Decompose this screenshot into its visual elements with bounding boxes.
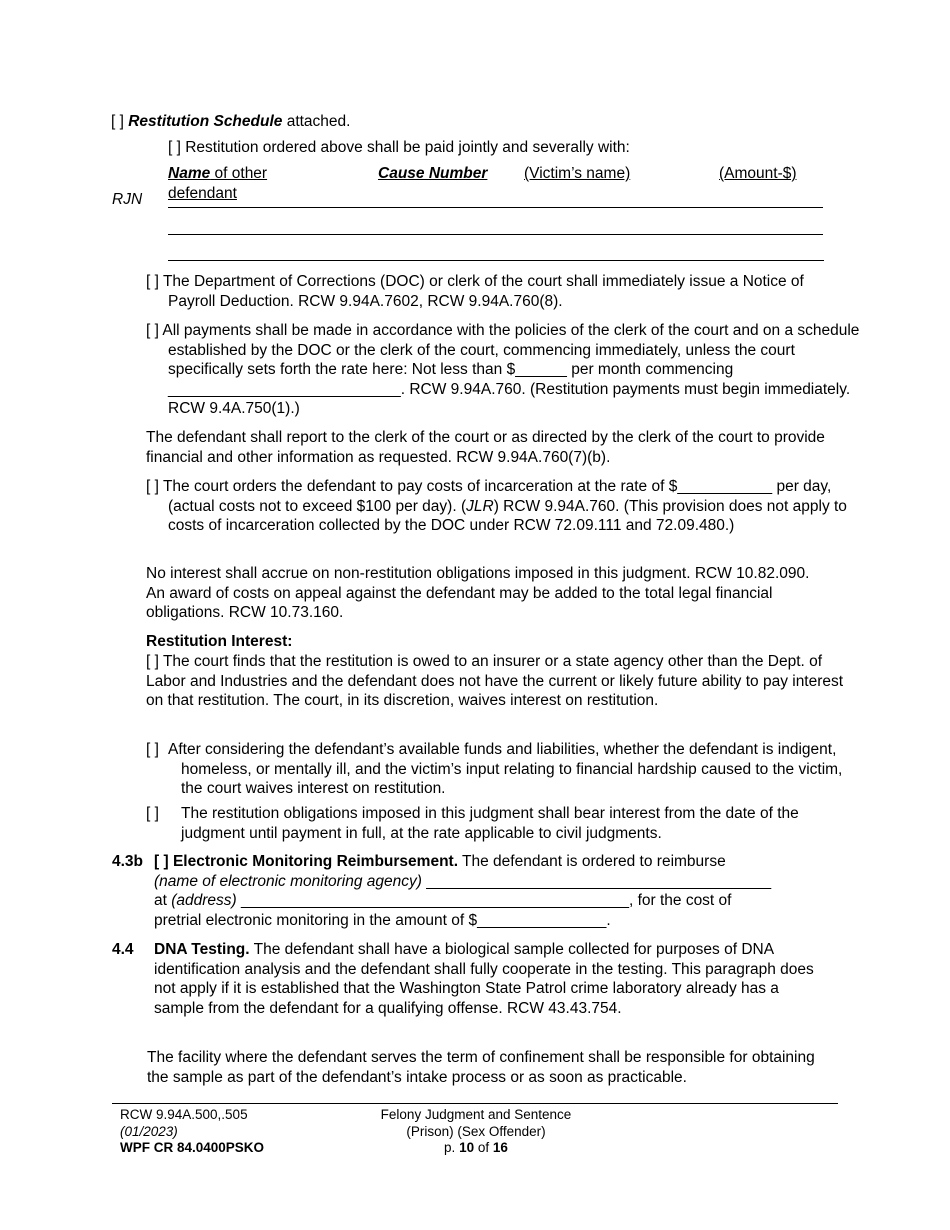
checkbox[interactable]: [ ] [146,273,159,290]
section-4-3b-number: 4.3b [112,853,144,870]
doc-payroll-text: The Department of Corrections (DOC) or clerk of the court shall immediately issue a Notice of Payroll Deduction. RCW 9.94A.7602, RCW 9.94A.760(8). [162,273,804,310]
footer-date: (01/2023) [120,1123,178,1139]
restitution-interest-option-3: The restitution obligations imposed in this judgment shall bear interest from the date of the judgment until payment in full, at the rate applicable to civil judgments. [181,805,799,842]
restitution-interest-option-1: [ ] The court finds that the restitution is owed to an insurer or a state agency other than the Dept. of Labor and Industries and the defendant does not have the current or likely future ability to pay interest on that restitution. The court, in its discretion, waives interest on restitution. [146,653,844,710]
restitution-interest-option-2 [168,740,846,799]
payments-paragraph [146,321,860,419]
footer-form: WPF CR 84.0400PSKO [120,1140,265,1155]
footer-title-1: Felony Judgment and Sentence [380,1107,572,1122]
page-prefix: p. [444,1140,456,1155]
section-4-3b-text2: , for the cost of [628,892,732,909]
col-header-cause: Cause Number [378,165,488,182]
jlr-text: JLR [466,497,494,515]
at-label: at [154,892,167,909]
agency-label: (name of electronic monitoring agency) [154,873,422,890]
section-4-3b-line4: pretrial electronic monitoring in the amount of $_______________. [154,912,611,929]
checkbox[interactable]: [ ] [154,853,169,870]
footer-rcw: RCW 9.94A.500,.505 [120,1107,248,1122]
footer-page [320,1140,632,1157]
page-total: 16 [492,1140,508,1155]
rjn-label: RJN [112,191,143,208]
footer-title-2: (Prison) (Sex Offender) [406,1123,546,1139]
section-4-3b-line2 [154,872,834,892]
fill-line-3[interactable] [168,260,824,261]
restitution-schedule-title: Restitution Schedule [128,113,283,130]
checkbox[interactable]: [ ] [146,322,159,339]
fill-line-1[interactable] [168,207,823,208]
restitution-schedule-line [111,112,350,132]
section-4-4-title: DNA Testing. [154,941,250,958]
col-header-amount: (Amount-$) [719,165,797,182]
col-header-victim: (Victim’s name) [524,165,631,182]
page-of: of [477,1140,490,1155]
no-interest-paragraph: No interest shall accrue on non-restitution obligations imposed in this judgment. RCW 10.82.090. An award of costs on appeal against the defendant may be added to the total legal financial obligations. RCW 10.73.160. [146,565,810,622]
agency-blank[interactable]: ________________________________________ [426,873,772,890]
section-4-4-paragraph [154,940,814,1018]
footer-center [320,1107,632,1157]
section-4-3b-text1: The defendant is ordered to reimburse [462,853,726,870]
page-number: 10 [459,1140,475,1155]
section-4-3b-line3 [154,891,834,911]
section-4-3b-line1 [154,852,834,872]
incarceration-text-a: The court orders the defendant to pay costs of incarceration at the rate of $___________ per day, (actual costs not to exceed $100 per day). ( [162,478,832,515]
col-header-name [168,164,338,203]
joint-severally-line: [ ] Restitution ordered above shall be paid jointly and severally with: [168,139,630,156]
payments-text: All payments shall be made in accordance with the policies of the clerk of the court and on a schedule established by the DOC or the clerk of the court, commencing immediately, unless the court specifically sets forth the rate here: Not less than $______ per month commencing ___________________________. RCW 9.94A.760. (Restitution payments must begin immediately. RCW 9.4A.750(1).) [162,322,860,418]
checkbox[interactable]: [ ] [111,113,124,130]
option-2-checkbox[interactable]: [ ] [146,741,159,758]
incarceration-paragraph [146,477,868,536]
restitution-schedule-suffix: attached. [286,113,351,130]
report-paragraph: The defendant shall report to the clerk of the court or as directed by the clerk of the court to provide financial and other information as requested. RCW 9.94A.760(7)(b). [146,429,825,466]
facility-paragraph: The facility where the defendant serves the term of confinement shall be responsible for obtaining the sample as part of the defendant’s intake process or as soon as practicable. [147,1049,815,1086]
restitution-interest-heading: Restitution Interest: [146,633,293,650]
footer-divider [112,1103,838,1104]
col-name-rest: of other defendant [168,165,268,202]
address-label: (address) [171,892,237,909]
checkbox[interactable]: [ ] [146,478,159,495]
section-4-3b-title: Electronic Monitoring Reimbursement. [172,853,459,870]
option-2-text: After considering the defendant’s available funds and liabilities, whether the defendant is indigent, homeless, or mentally ill, and the victim’s input relating to financial hardship caused to the victim, the court waives interest on restitution. [168,741,843,798]
option-3-checkbox[interactable]: [ ] [146,805,159,822]
doc-payroll-paragraph [146,272,848,311]
footer-left [120,1107,264,1157]
incarceration-text-b: ) RCW 9.94A.760. (This provision does not apply to costs of incarceration collected by the DOC under RCW 72.09.111 and 72.09.480.) [168,497,847,535]
fill-line-2[interactable] [168,234,823,235]
section-4-4-number: 4.4 [112,941,134,958]
section-4-4-text: The defendant shall have a biological sample collected for purposes of DNA identification analysis and the defendant shall fully cooperate in the testing. This paragraph does not apply if it is established that the Washington State Patrol crime laboratory already has a sample from the defendant for a qualifying offense. RCW 43.43.754. [154,941,814,1017]
address-blank[interactable]: _____________________________________________ [241,892,629,909]
col-name-bold: Name [168,165,211,182]
